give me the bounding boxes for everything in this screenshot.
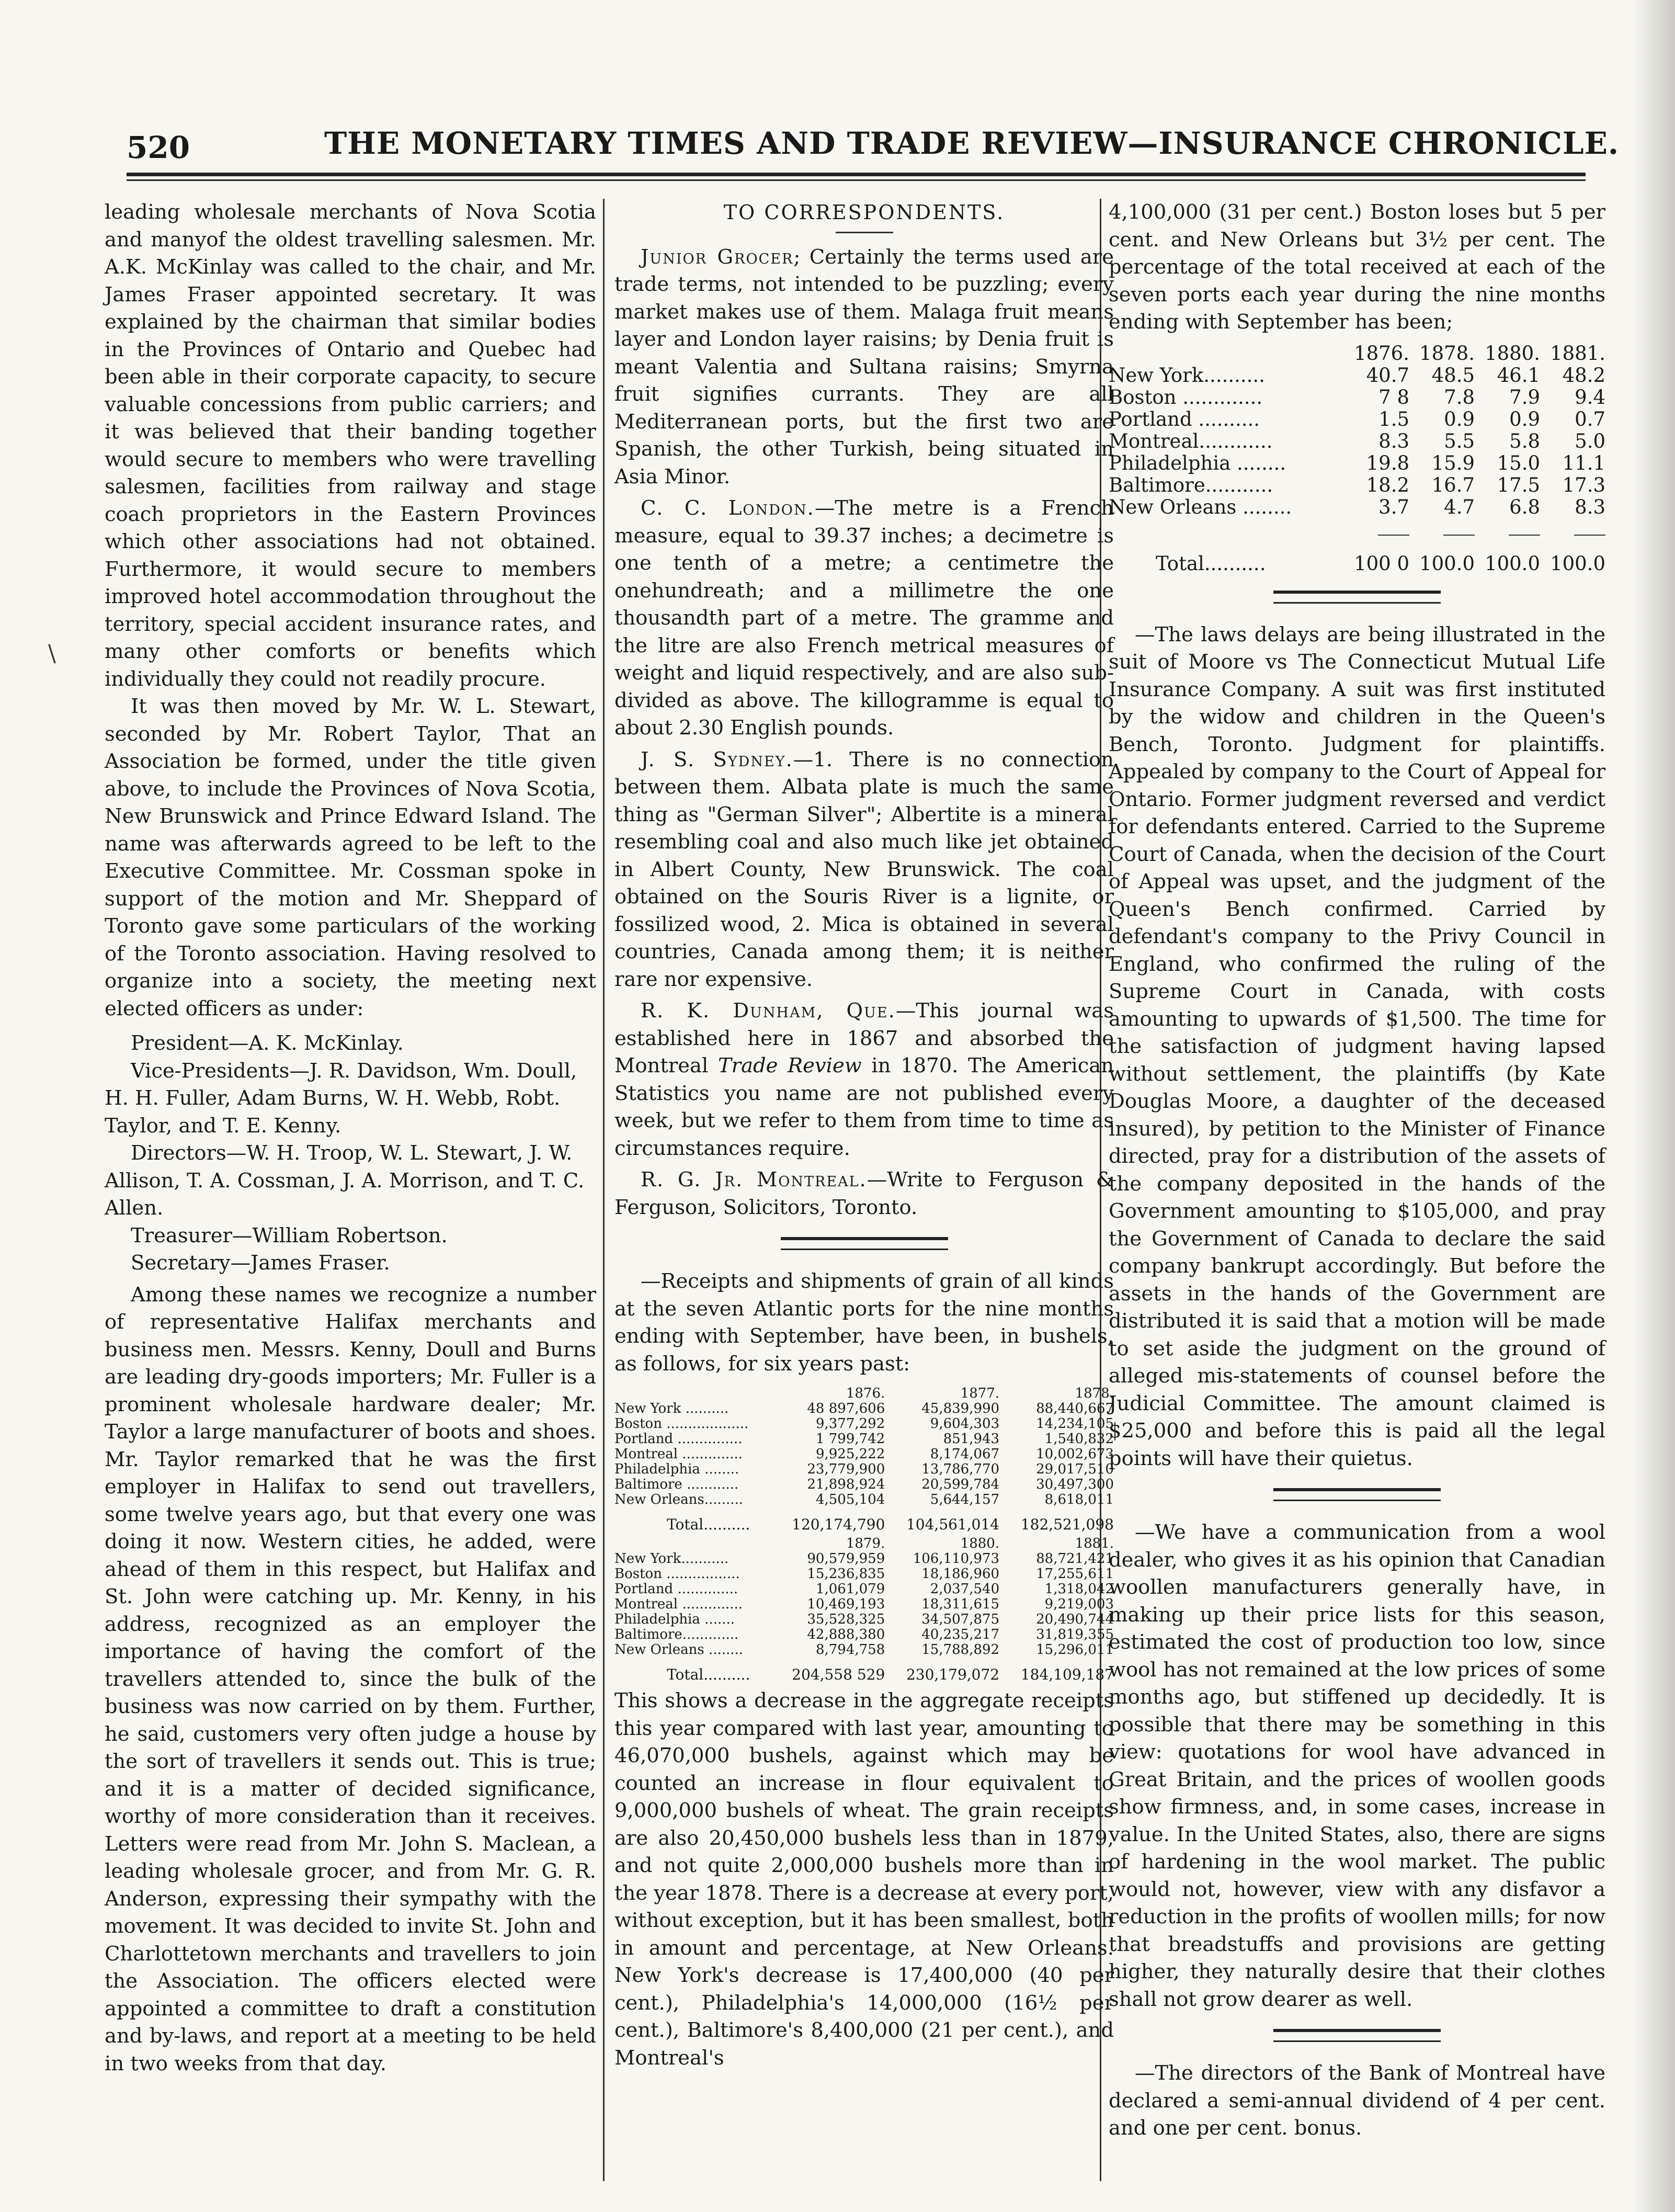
section-ornament — [1273, 1488, 1441, 1501]
table-total-row — [614, 1507, 1114, 1532]
reply-italic: Trade Review — [717, 1054, 862, 1077]
bushels-cell: 23,779,900 — [807, 1461, 885, 1477]
port-name: New York.......... — [1109, 364, 1265, 387]
percent-cell: 17.3 — [1562, 473, 1605, 496]
officer-treasurer: Treasurer—William Robertson. — [131, 1223, 448, 1247]
bushels-cell: 42,888,380 — [807, 1627, 885, 1642]
bushels-cell: 88,440,667 — [1036, 1401, 1114, 1416]
reply-text: —This journal was established here in 1867 and absorbed the Montreal — [614, 999, 1114, 1077]
year-header: 1876. — [846, 1386, 885, 1401]
table-row — [1109, 387, 1605, 409]
percent-cell: 4.7 — [1444, 495, 1475, 518]
percent-cell: 0.9 — [1444, 407, 1475, 430]
year-header: 1880. — [960, 1536, 1000, 1551]
port-name: Philadelphia ........ — [614, 1461, 739, 1477]
bushels-cell: 9,925,222 — [815, 1446, 885, 1462]
year-header: 1876. — [1354, 342, 1409, 365]
bushels-cell: 88,721,421 — [1036, 1551, 1114, 1567]
bushels-cell: 8,618,011 — [1044, 1492, 1114, 1507]
total-cell: 100.0 — [1419, 552, 1475, 575]
grain-table — [614, 1386, 1114, 1682]
bushels-cell: 13,786,770 — [921, 1461, 1000, 1477]
table-row — [1109, 365, 1605, 387]
table-row — [614, 1492, 1114, 1507]
section-ornament — [781, 1237, 948, 1250]
reply-sydney — [614, 746, 1114, 994]
percent-cell: 15.9 — [1431, 451, 1475, 474]
bushels-cell: 4,505,104 — [815, 1492, 885, 1507]
year-header: 1881. — [1550, 342, 1605, 365]
year-header: 1877. — [960, 1386, 1000, 1401]
percent-cell: 3.7 — [1378, 495, 1409, 518]
percent-cell: 19.8 — [1366, 451, 1409, 474]
port-name: Montreal .............. — [614, 1446, 743, 1462]
percent-cell: 7 8 — [1378, 385, 1409, 409]
table-row — [1109, 496, 1605, 518]
reply-junior-grocer — [614, 244, 1114, 491]
table-total-row — [1109, 540, 1605, 575]
bushels-cell: 29,017,510 — [1036, 1461, 1114, 1477]
table-row — [614, 1642, 1114, 1658]
bushels-cell: 21,898,924 — [807, 1477, 885, 1492]
total-label: Total.......... — [1156, 552, 1266, 575]
paragraph: 4,100,000 (31 per cent.) Boston loses but 5 per cent. and New Orleans but 3½ per cent. The percentage of the total received at each of the seven ports each year during the nine months ending with September has been; — [1109, 200, 1605, 334]
percent-cell: 5.0 — [1575, 429, 1605, 452]
port-name: Philadelphia ....... — [614, 1612, 735, 1627]
officer-directors: Directors—W. H. Troop, W. L. Stewart, J. W. Allison, T. A. Cossman, J. A. Morrison, and T. C. Allen. — [105, 1141, 585, 1220]
bushels-cell: 34,507,875 — [921, 1612, 1000, 1627]
bushels-cell: 8,794,758 — [815, 1642, 885, 1658]
column-notes — [1109, 199, 1605, 2142]
bushels-cell: 106,110,973 — [913, 1551, 1000, 1567]
officer-president: President—A. K. McKinlay. — [131, 1031, 404, 1055]
percent-cell: 7.8 — [1444, 385, 1475, 409]
table-total-row — [614, 1658, 1114, 1682]
percent-cell: 17.5 — [1497, 473, 1540, 496]
table-rule-row — [1109, 518, 1605, 540]
reply-london — [614, 495, 1114, 742]
year-header: 1880. — [1485, 342, 1540, 365]
port-name: Boston ................. — [614, 1566, 740, 1582]
port-name: Boston ............. — [1109, 385, 1263, 409]
percent-cell: 8.3 — [1378, 429, 1409, 452]
bushels-cell: 851,943 — [943, 1431, 1000, 1447]
bushels-cell: 18,186,960 — [921, 1566, 1000, 1582]
port-name: Baltimore............. — [614, 1627, 739, 1642]
margin-mark: \ — [48, 640, 56, 667]
year-header: 1879. — [846, 1536, 885, 1551]
percent-cell: 48.5 — [1431, 364, 1475, 387]
bushels-cell: 18,311,615 — [921, 1596, 1000, 1612]
year-header: 1878. — [1419, 342, 1475, 365]
percent-cell: 18.2 — [1366, 473, 1409, 496]
percent-cell: 15.0 — [1497, 451, 1540, 474]
total-cell: 184,109,187 — [1020, 1666, 1114, 1683]
section-heading: TO CORRESPONDENTS. — [723, 201, 1005, 224]
year-header: 1881. — [1075, 1536, 1114, 1551]
column-association — [105, 199, 596, 2078]
table-header-row — [614, 1536, 1114, 1551]
total-cell: 204,558 529 — [792, 1666, 885, 1683]
bushels-cell: 17,255,611 — [1036, 1566, 1114, 1582]
table-row — [614, 1432, 1114, 1447]
table-row — [1109, 474, 1605, 496]
port-name: Portland ............... — [614, 1431, 743, 1447]
correspondent-name: C. C. London. — [641, 496, 815, 520]
total-cell: 230,179,072 — [906, 1666, 1000, 1683]
bushels-cell: 2,037,540 — [930, 1581, 1000, 1597]
section-ornament — [1273, 591, 1441, 604]
percent-cell: 11.1 — [1562, 451, 1605, 474]
reply-text: —The metre is a French measure, equal to 39.37 inches; a decimetre is one tenth of a metre; a centimetre the onehundreath; and a millimetre the one thousandth part of a metre. The gramme and the litre are also French metrical measures of weight and liquid respectively, and are also sub-divided as above. The killogramme is equal to about 2.30 English pounds. — [614, 496, 1114, 740]
percent-cell: 40.7 — [1366, 364, 1409, 387]
page-edge-shadow — [1633, 0, 1675, 2212]
percent-cell: 6.8 — [1509, 495, 1540, 518]
bushels-cell: 40,235,217 — [921, 1627, 1000, 1642]
paragraph: Among these names we recognize a number of representative Halifax merchants and business men. Messrs. Kenny, Doull and Burns are leading dry-goods importers; Mr. Fuller is a prominent wholesale hardware dealer; Mr. Taylor a large manufacturer of boots and shoes. Mr. Taylor remarked that he was the first employer in Halifax to send out travellers, some twelve years ago, but that every one was doing it now. Western cities, he added, were ahead of them in this respect, but Halifax and St. John were catching up. Mr. Kenny, in his address, recognized as an employer the importance of having the comfort of the travellers attended to, since the bulk of the business was now carried on by them. Further, he said, customers very often judge a house by the sort of travellers it sends out. This is true; and it is a matter of decided significance, worthy of more consideration than it receives. Letters were read from Mr. John S. Maclean, a leading wholesale grocer, and from Mr. G. R. Anderson, expressing their sympathy with the movement. It was decided to invite St. John and Charlottetown merchants and travellers to join the Association. The officers elected were appointed a committee to draft a constitution and by-laws, and report at a meeting to be held in two weeks from that day. — [105, 1283, 596, 2075]
bushels-cell: 45,839,990 — [921, 1401, 1000, 1416]
port-name: New York .......... — [614, 1401, 729, 1416]
table-row — [614, 1447, 1114, 1462]
total-cell: 100.0 — [1485, 552, 1540, 575]
table-row — [614, 1582, 1114, 1597]
table-row — [1109, 452, 1605, 474]
bushels-cell: 1,061,079 — [815, 1581, 885, 1597]
port-name: Montreal............ — [1109, 429, 1273, 452]
bushels-cell: 20,599,784 — [921, 1477, 1000, 1492]
table-row — [1109, 430, 1605, 452]
bushels-cell: 90,579,959 — [807, 1551, 885, 1567]
bushels-cell: 15,296,011 — [1036, 1642, 1114, 1658]
section-ornament — [1273, 2029, 1441, 2042]
bushels-cell: 8,174,067 — [930, 1446, 1000, 1462]
grain-summary: This shows a decrease in the aggregate receipts this year compared with last year, amounting to 46,070,000 bushels, against which may be counted an increase in flour equivalent to 9,000,000 bushels of wheat. The grain receipts are also 20,450,000 bushels less than in 1879, and not quite 2,000,000 bushels more than in the year 1878. There is a decrease at every port, without exception, but it has been smallest, both in amount and percentage, at New Orleans. New York's decrease is 17,400,000 (40 per cent.), Philadelphia's 14,000,000 (16½ per cent.), Baltimore's 8,400,000 (21 per cent.), and Montreal's — [614, 1689, 1114, 2070]
correspondent-name: J. S. Sydney. — [641, 747, 793, 772]
paragraph: It was then moved by Mr. W. L. Stewart, seconded by Mr. Robert Taylor, That an Association be formed, under the title given above, to include the Provinces of Nova Scotia, New Brunswick and Prince Edward Island. The name was afterwards agreed to be left to the Executive Committee. Mr. Cossman spoke in support of the motion and Mr. Sheppard of Toronto gave some particulars of the working of the Toronto association. Having resolved to organize into a society, the meeting next elected officers as under: — [105, 695, 596, 1020]
bushels-cell: 35,528,325 — [807, 1612, 885, 1627]
bushels-cell: 10,469,193 — [807, 1596, 885, 1612]
paragraph-laws-delays: —The laws delays are being illustrated in the suit of Moore vs The Connecticut Mutual Life Insurance Company. A suit was first instituted by the widow and children in the Queen's Bench, Toronto. Judgment for plaintiffs. Appealed by company to the Court of Appeal for Ontario. Former judgment reversed and verdict for defendants entered. Carried to the Supreme Court of Canada, when the decision of the Court of Appeal was upset, and the judgment of the Queen's Bench confirmed. Carried by defendant's company to the Privy Council in England, who confirmed the ruling of the Supreme Court in Canada, with costs amounting to upwards of $1,500. The time for the satisfaction of judgment having lapsed without settlement, the plaintiffs (by Kate Douglas Moore, a daughter of the deceased insured), by petition to the Minister of Finance directed, pray for a distribution of the assets of the company deposited in the hands of the Government amounting to $105,000, and pray the Government of Canada to declare the said company bankrupt accordingly. But before the assets in the hands of the Government are distributed it is said that a motion will be made to set aside the judgment on the ground of alleged mis-statements of counsel before the Judicial Committee. The amount claimed is $25,000 and before this is paid all the legal points will have their quietus. — [1109, 622, 1605, 1470]
percent-cell: 46.1 — [1497, 364, 1540, 387]
reply-dunham — [614, 997, 1114, 1162]
bushels-cell: 9,377,292 — [815, 1416, 885, 1432]
table-header-row — [1109, 343, 1605, 365]
officer-secretary: Secretary—James Fraser. — [131, 1251, 390, 1275]
masthead-rule — [127, 173, 1586, 181]
reply-montreal — [614, 1166, 1114, 1221]
percent-cell: 16.7 — [1431, 473, 1475, 496]
paragraph-bank-dividend: —The directors of the Bank of Montreal have declared a semi-annual dividend of 4 per cent. and one per cent. bonus. — [1109, 2061, 1605, 2140]
grain-intro: —Receipts and shipments of grain of all kinds at the seven Atlantic ports for the nine months ending with September, have been, in bushels, as follows, for six years past: — [614, 1269, 1114, 1376]
percent-cell: 0.7 — [1575, 407, 1605, 430]
table-row — [614, 1462, 1114, 1477]
reply-text: —Write to Ferguson & Ferguson, Solicitors, Toronto. — [614, 1168, 1114, 1219]
bushels-cell: 31,819,355 — [1036, 1627, 1114, 1642]
port-name: Baltimore ............ — [614, 1477, 739, 1492]
bushels-cell: 9,604,303 — [930, 1416, 1000, 1432]
port-name: Portland .............. — [614, 1581, 738, 1597]
percent-cell: 7.9 — [1509, 385, 1540, 409]
port-name: New Orleans......... — [614, 1492, 744, 1507]
table-row — [614, 1477, 1114, 1492]
reply-text: ; Certainly the terms used are trade terms, not intended to be puzzling; every market makes use of them. Malaga fruit means layer and London layer raisins; by Denia fruit is meant Valentia and Sultana raisins; Smyrna fruit signifies currants. They are all Mediterranean ports, but the first two are Spanish, the other Turkish, being situated in Asia Minor. — [614, 245, 1114, 489]
percentage-table — [1109, 343, 1605, 575]
percent-cell: 1.5 — [1378, 407, 1409, 430]
percent-cell: 48.2 — [1562, 364, 1605, 387]
reply-text: —1. There is no connection between them. Albata plate is much the same thing as "German Silver"; Albertite is a mineral resembling coal and also much like jet obtained in Albert County, New Brunswick. The coal obtained on the Souris River is a lignite, or fossilized wood, 2. Mica is obtained in several countries, Canada among them; it is neither rare nor expensive. — [614, 747, 1114, 991]
table-row — [614, 1627, 1114, 1642]
port-name: Montreal .............. — [614, 1596, 743, 1612]
bushels-cell: 1,540,832 — [1044, 1431, 1114, 1447]
bushels-cell: 15,788,892 — [921, 1642, 1000, 1658]
masthead-title: THE MONETARY TIMES AND TRADE REVIEW—INSURANCE CHRONICLE. — [324, 126, 1620, 161]
bushels-cell: 5,644,157 — [930, 1492, 1000, 1507]
table-row — [614, 1416, 1114, 1432]
port-name: New Orleans ........ — [614, 1642, 744, 1658]
bushels-cell: 48 897,606 — [807, 1401, 885, 1416]
page-number: 520 — [127, 130, 190, 165]
table-row — [614, 1597, 1114, 1612]
paragraph-wool: —We have a communication from a wool dealer, who gives it as his opinion that Canadian woollen manufacturers generally have, in making up their price lists for this season, estimated the cost of production too low, since wool has not remained at the low prices of some months ago, but stiffened up decidedly. It is possible that there may be something in this view: quotations for wool have advanced in Great Britain, and the prices of woollen goods show firmness, and, in some cases, increase in value. In the United States, also, there are signs of hardening in the wool market. The public would not, however, view with any disfavor a reduction in the profits of woollen mills; for now that breadstuffs and provisions are getting higher, they naturally desire that their clothes shall not grow dearer as well. — [1109, 1521, 1605, 2011]
table-row — [614, 1567, 1114, 1582]
percent-cell: 5.8 — [1509, 429, 1540, 452]
port-name: Baltimore........... — [1109, 473, 1273, 496]
percent-cell: 8.3 — [1575, 495, 1605, 518]
table-row — [1109, 409, 1605, 430]
total-cell: 100.0 — [1550, 552, 1605, 575]
column-correspondents — [614, 199, 1114, 2072]
bushels-cell: 1,318,042 — [1044, 1581, 1114, 1597]
percent-cell: 5.5 — [1444, 429, 1475, 452]
correspondent-name: R. G. Jr. Montreal. — [641, 1168, 867, 1192]
bushels-cell: 1 799,742 — [815, 1431, 885, 1447]
bushels-cell: 30,497,300 — [1036, 1477, 1114, 1492]
total-cell: 100 0 — [1354, 552, 1409, 575]
total-cell: 182,521,098 — [1020, 1516, 1114, 1533]
percent-cell: 9.4 — [1575, 385, 1605, 409]
total-cell: 120,174,790 — [792, 1516, 885, 1533]
reply-text: in 1870. The American Statistics you name are not published every week, but we refer to them from time to time as circumstances require. — [614, 1054, 1114, 1160]
bushels-cell: 9,219,003 — [1044, 1596, 1114, 1612]
bushels-cell: 15,236,835 — [807, 1566, 885, 1582]
total-label: Total.......... — [667, 1516, 750, 1533]
port-name: New York........... — [614, 1551, 729, 1567]
year-header: 1878. — [1075, 1386, 1114, 1401]
officer-vice-presidents: Vice-Presidents—J. R. Davidson, Wm. Doull, H. H. Fuller, Adam Burns, W. H. Webb, Robt. Taylor, and T. E. Kenny. — [105, 1059, 577, 1138]
table-row — [614, 1612, 1114, 1627]
column-rule — [603, 199, 605, 2181]
total-label: Total.......... — [667, 1666, 750, 1683]
bushels-cell: 20,490,744 — [1036, 1612, 1114, 1627]
table-header-row — [614, 1386, 1114, 1401]
heading-rule — [836, 232, 893, 233]
port-name: New Orleans ........ — [1109, 495, 1292, 518]
table-row — [614, 1551, 1114, 1567]
bushels-cell: 14,234,105 — [1036, 1416, 1114, 1432]
port-name: Portland .......... — [1109, 407, 1260, 430]
port-name: Philadelphia ........ — [1109, 451, 1286, 474]
percent-cell: 0.9 — [1509, 407, 1540, 430]
port-name: Boston ................... — [614, 1416, 749, 1432]
paragraph: leading wholesale merchants of Nova Scotia and manyof the oldest travelling salesmen. Mr. A.K. McKinlay was called to the chair, and Mr. James Fraser appointed secretary. It was explained by the chairman that similar bodies in the Provinces of Ontario and Quebec had been able in their corporate capacity, to secure valuable concessions from public carriers; and it was believed that their banding together would secure to members who were travelling salesmen, facilities from railway and stage coach proprietors in the Eastern Provinces which other associations had not obtained. Furthermore, it would secure to members improved hotel accommodation throughout the territory, special accident insurance rates, and many other comforts or benefits which individually they could not readily procure. — [105, 200, 596, 691]
total-cell: 104,561,014 — [906, 1516, 1000, 1533]
correspondent-name: R. K. Dunham, Que. — [641, 999, 896, 1023]
bushels-cell: 10,002,673 — [1036, 1446, 1114, 1462]
correspondent-name: Junior Grocer — [641, 245, 794, 269]
table-row — [614, 1401, 1114, 1416]
